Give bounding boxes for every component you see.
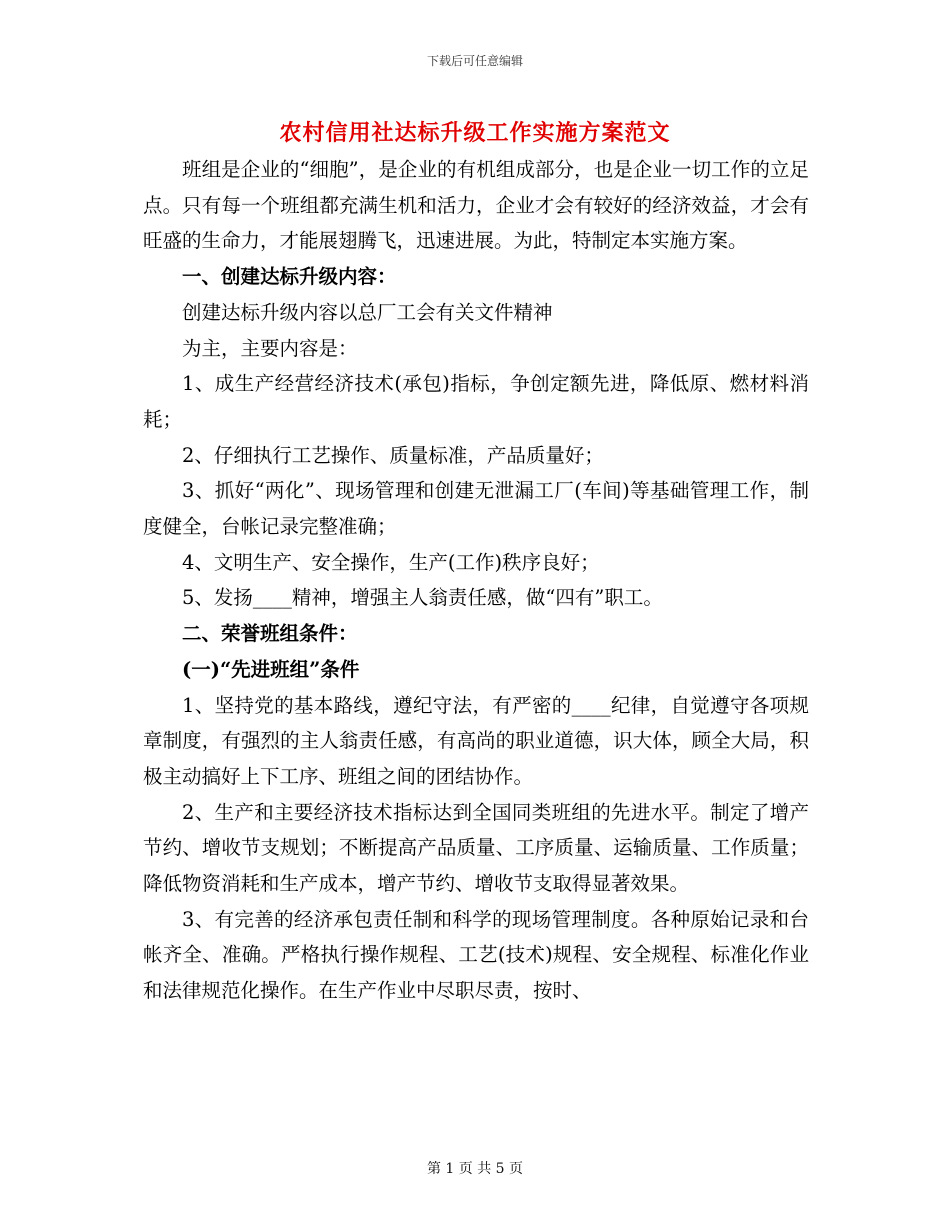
list-item: 3、抓好“两化”、现场管理和创建无泄漏工厂(车间)等基础管理工作，制度健全，台帐记录完整准确；: [143, 479, 809, 539]
download-note: 下载后可任意编辑: [426, 54, 523, 68]
page-number: 第 1 页 共 5 页: [426, 1161, 524, 1177]
list-item: 2、仔细执行工艺操作、质量标准，产品质量好；: [182, 443, 604, 467]
body-paragraph: 为主，主要内容是：: [182, 336, 358, 360]
section-heading-2: 二、荣誉班组条件：: [182, 622, 358, 646]
list-item: 2、生产和主要经济技术指标达到全国同类班组的先进水平。制定了增产节约、增收节支规划；不断提高产品质量、工序质量、运输质量、工作质量；降低物资消耗和生产成本，增产节约、增收节支取得显著效果。: [143, 800, 809, 896]
list-item: 1、成生产经营经济技术(承包)指标，争创定额先进，降低原、燃材料消耗；: [143, 372, 809, 431]
body-paragraph: 创建达标升级内容以总厂工会有关文件精神: [182, 300, 553, 324]
document-body: [143, 152, 809, 1009]
subsection-heading: (一)“先进班组”条件: [182, 657, 360, 681]
list-item: 5、发扬____精神，增强主人翁责任感，做“四有”职工。: [182, 586, 663, 610]
list-item: 1、坚持党的基本路线，遵纪守法，有严密的____纪律，自觉遵守各项规章制度，有强烈的主人翁责任感，有高尚的职业道德，识大体，顾全大局，积极主动搞好上下工序、班组之间的团结协作。: [143, 693, 809, 788]
intro-paragraph: 班组是企业的“细胞”，是企业的有机组成部分，也是企业一切工作的立足点。只有每一个班组都充满生机和活力，企业才会有较好的经济效益，才会有旺盛的生命力，才能展翅腾飞，迅速进展。为此，特制定本实施方案。: [143, 158, 809, 253]
section-heading-1: 一、创建达标升级内容：: [182, 265, 397, 289]
document-title: 农村信用社达标升级工作实施方案范文: [279, 120, 671, 146]
list-item: 3、有完善的经济承包责任制和科学的现场管理制度。各种原始记录和台帐齐全、准确。严格执行操作规程、工艺(技术)规程、安全规程、标准化作业和法律规范化操作。在生产作业中尽职尽责，按时、: [143, 907, 809, 1003]
list-item: 4、文明生产、安全操作，生产(工作)秩序良好；: [182, 550, 600, 574]
